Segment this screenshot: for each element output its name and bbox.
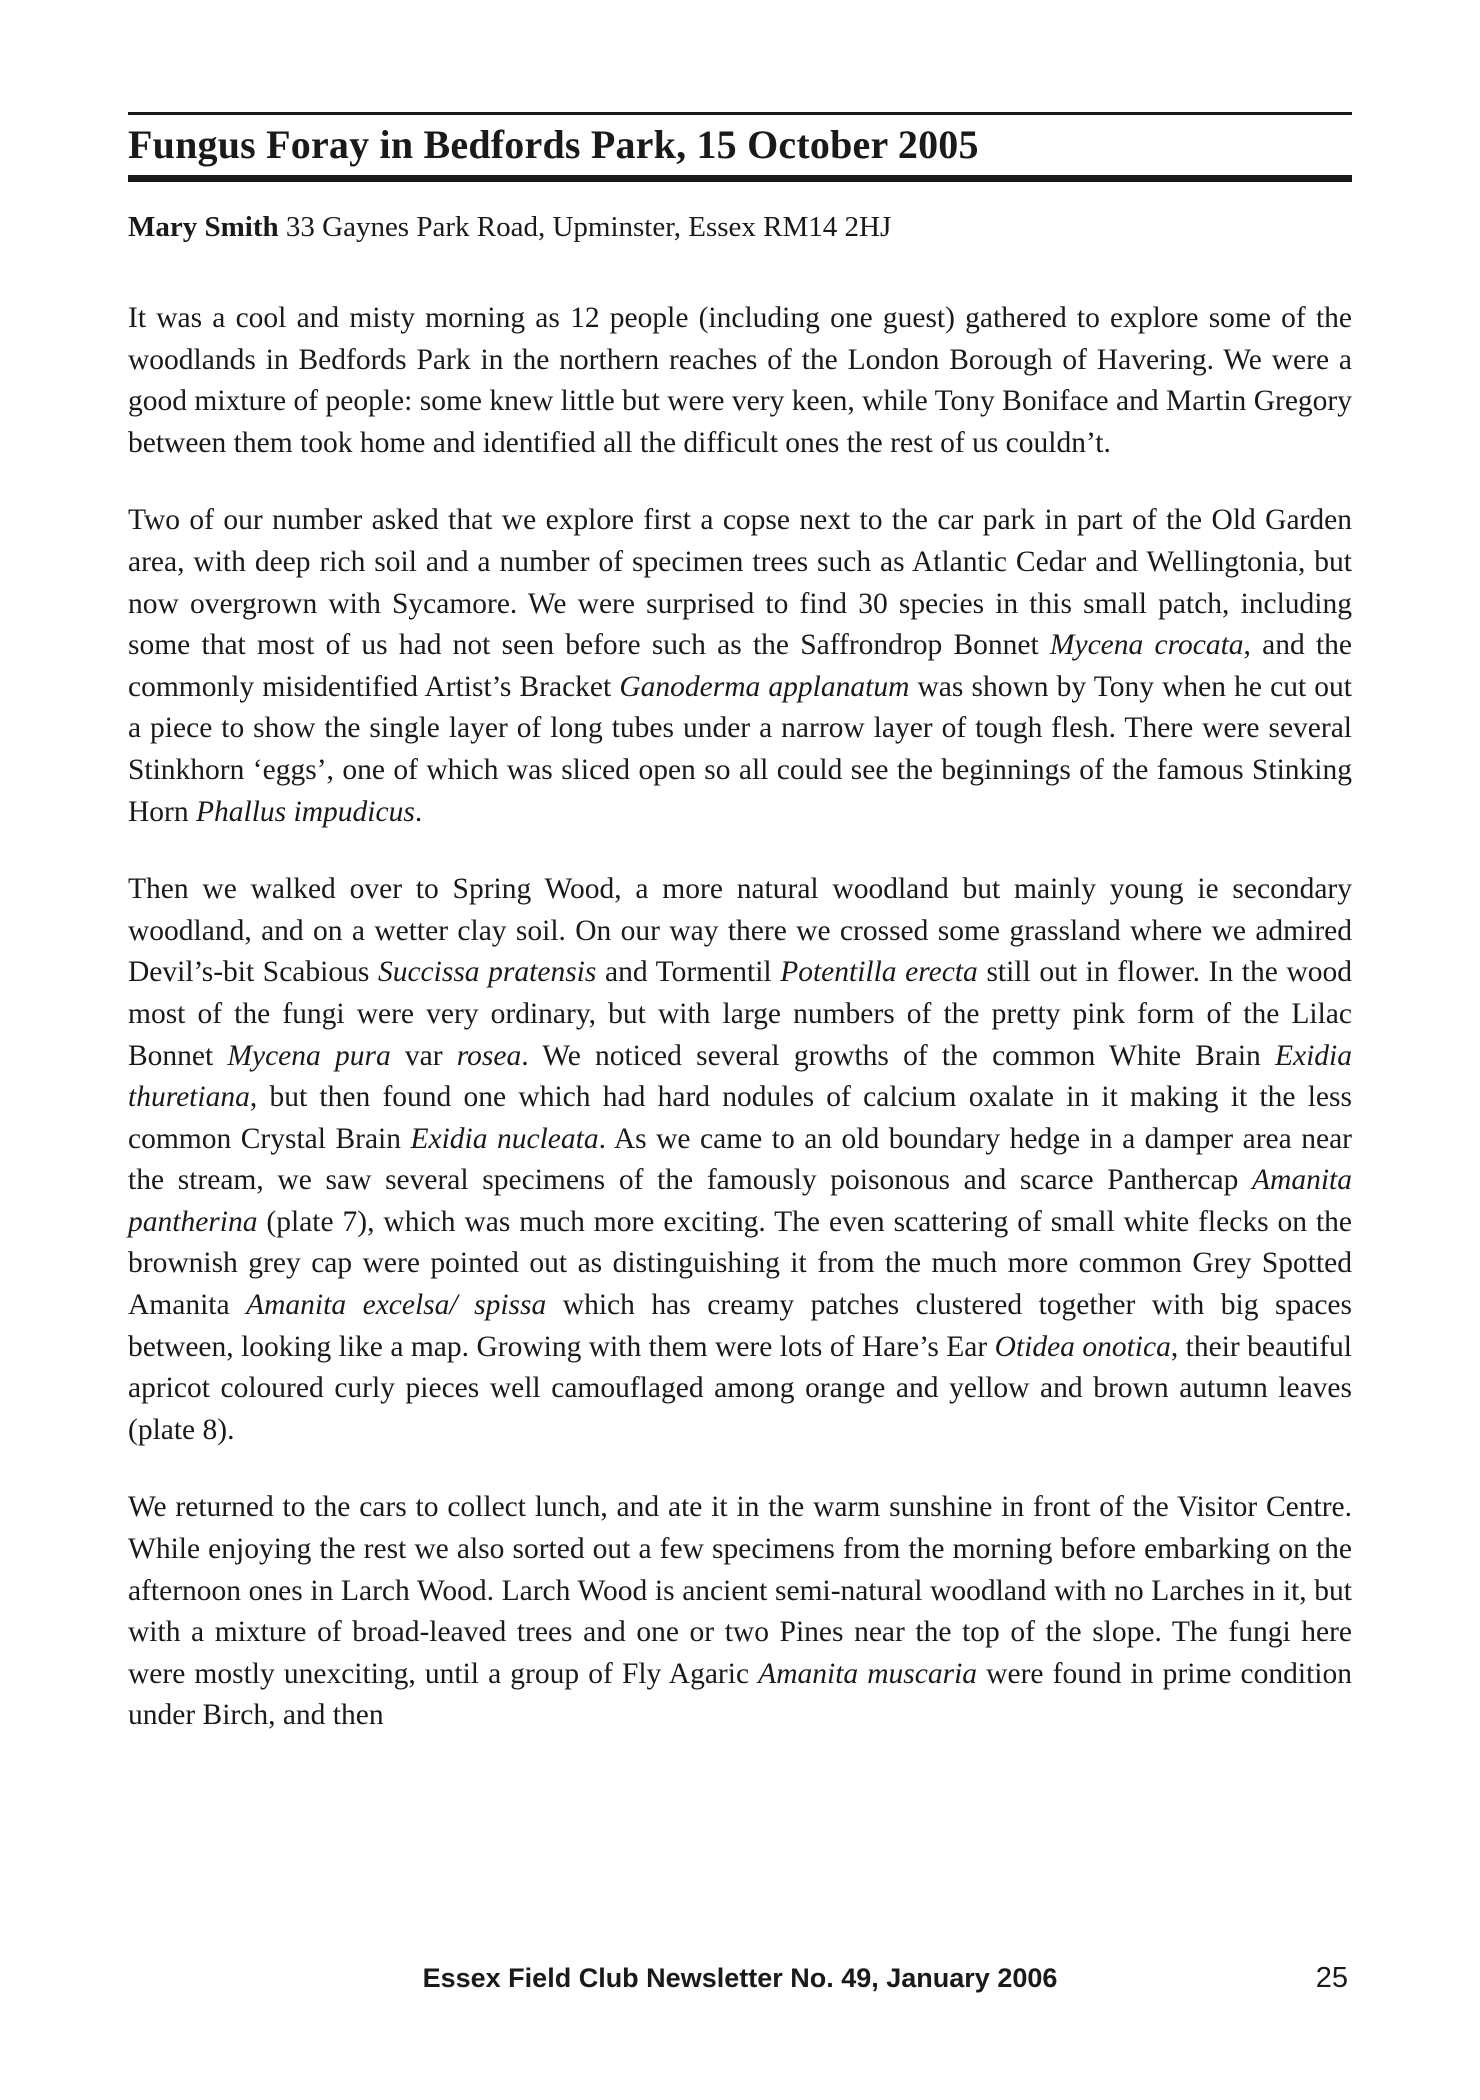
paragraph-text: . As we came to an old boundary hedge in a damper area near the stream, we saw several specimens of the famously poisonous and scarce Panthercap [128,1122,1352,1197]
species-name: Amanita muscaria [758,1657,978,1690]
paragraph-text: (plate 7), which was much more exciting. The even scattering of small white flecks on the brownish grey cap were pointed out as distinguishing it from the much more common Grey Spotted Amanita [128,1205,1352,1322]
article-body [128,298,1352,1737]
species-name: Mycena crocata [1049,629,1244,662]
body-paragraph [128,298,1352,464]
paragraph-text: It was a cool and misty morning as 12 people (including one guest) gathered to explore some of the woodlands in Bedfords Park in the northern reaches of the London Borough of Havering. We were a good mixture of people: some knew little but were very keen, while Tony Boniface and Martin Gregory between them took home and identified all the difficult ones the rest of us couldn’t. [128,302,1352,459]
article [128,112,1352,1737]
paragraph-text: , and the commonly misidentified Artist’s Bracket [128,629,1352,703]
paragraph-text: which has creamy patches clustered together with big spaces between, looking like a map. Growing with them were lots of Hare’s Ear [128,1289,1352,1363]
page-number: 25 [1315,1962,1348,1994]
paragraph-text: and Tormentil [596,956,781,989]
body-paragraph [128,500,1352,833]
species-name: Succissa pratensis [377,956,597,989]
species-name: Amanita excelsa/ spissa [246,1289,547,1322]
paragraph-text: was shown by Tony when he cut out a piece to show the single layer of long tubes under a narrow layer of tough flesh. There were several Stinkhorn ‘eggs’, one of which was sliced open so all could see the beginnings of the famous Stinking Horn [128,670,1352,828]
species-name: Mycena pura [227,1039,391,1072]
body-paragraph [128,1487,1352,1737]
paragraph-text: . We noticed several growths of the common White Brain [521,1039,1275,1072]
paragraph-text: Then we walked over to Spring Wood, a more natural woodland but mainly young ie secondary woodland, and on a wetter clay soil. On our way there we crossed some grassland where we admired Devil’s-bit Scabious [128,873,1352,989]
author-name: Mary Smith [128,211,279,243]
author-line [128,208,1352,246]
species-name: Phallus impudicus [196,795,415,828]
paragraph-text: Two of our number asked that we explore first a copse next to the car park in part of the Old Garden area, with deep rich soil and a number of specimen trees such as Atlantic Cedar and Wellingtonia, but now overgrown with Sycamore. We were surprised to find 30 species in this small patch, including some that most of us had not seen before such as the Saffrondrop Bonnet [128,504,1352,662]
species-name: Exidia nucleata [410,1122,599,1155]
paragraph-text: , their beautiful apricot coloured curly pieces well camouflaged among orange and yellow and brown autumn leaves (plate 8). [128,1330,1353,1446]
species-name: Potentilla erecta [780,956,978,989]
article-title: Fungus Foray in Bedfords Park, 15 October 2005 [128,122,979,167]
title-bottom-rule [128,175,1352,182]
body-paragraph [128,869,1352,1451]
species-name: Otidea onotica [994,1330,1171,1363]
page-footer [128,1960,1352,2000]
paragraph-text: , but then found one which had hard nodules of calcium oxalate in it making it the less common Crystal Brain [128,1081,1352,1155]
species-name: Amanita pantherina [128,1164,1352,1238]
paragraph-text: were found in prime condition under Birch, and then [128,1657,1352,1732]
paragraph-text: still out in flower. In the wood most of the fungi were very ordinary, but with large numbers of the pretty pink form of the Lilac Bonnet [128,956,1352,1072]
species-name: Exidia thuretiana [128,1039,1353,1114]
species-name: rosea [456,1039,522,1072]
paragraph-text: var [390,1039,457,1072]
author-address: 33 Gaynes Park Road, Upminster, Essex RM14 2HJ [278,211,892,243]
paragraph-text: . [414,795,423,828]
species-name: Ganoderma applanatum [619,670,910,703]
publication-footer: Essex Field Club Newsletter No. 49, January 2006 [422,1963,1058,1993]
paragraph-text: We returned to the cars to collect lunch, and ate it in the warm sunshine in front of the Visitor Centre. While enjoying the rest we also sorted out a few specimens from the morning before embarking on the afternoon ones in Larch Wood. Larch Wood is ancient semi-natural woodland with no Larches in it, but with a mixture of broad-leaved trees and one or two Pines near the top of the slope. The fungi here were mostly unexciting, until a group of Fly Agaric [128,1491,1352,1690]
title-top-rule [128,112,1352,115]
